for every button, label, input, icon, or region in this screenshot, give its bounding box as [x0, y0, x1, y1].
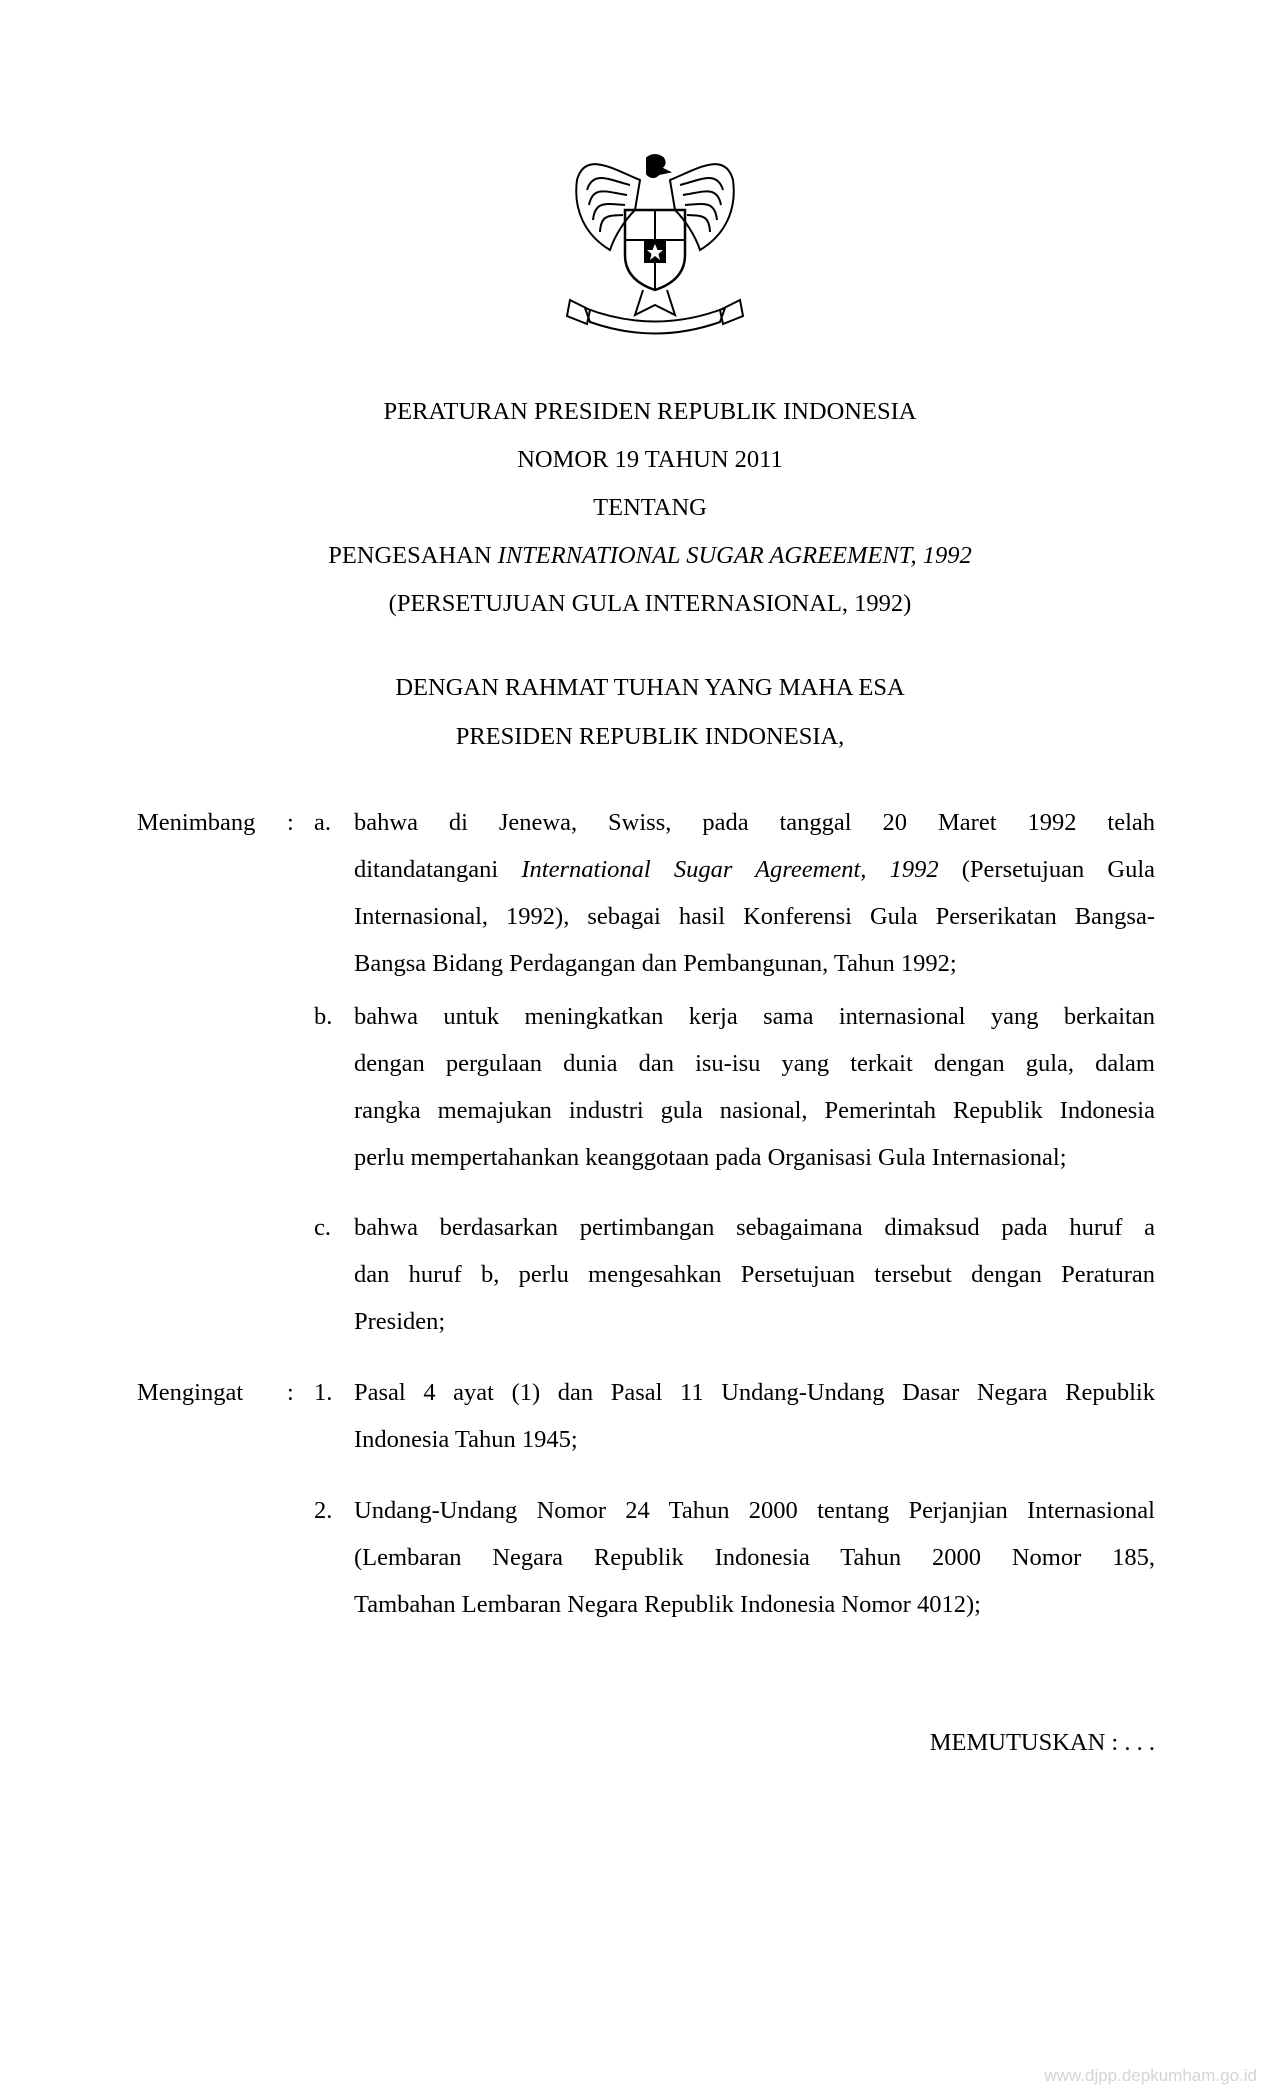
garuda-pancasila-emblem-icon [555, 140, 755, 340]
regulation-subject [0, 541, 1275, 571]
menimbang-marker-b: b. [314, 1003, 333, 1030]
text-line: ditandatangani International Sugar Agreement, 1992 (Persetujuan Gula [354, 856, 1155, 883]
menimbang-label: Menimbang [137, 809, 256, 836]
menimbang-marker-c: c. [314, 1214, 331, 1241]
regulation-subject-translation: (PERSETUJUAN GULA INTERNASIONAL, 1992) [388, 590, 912, 617]
text-line: Bangsa Bidang Perdagangan dan Pembangunan, Tahun 1992; [354, 950, 957, 977]
regulation-about: TENTANG [593, 494, 707, 521]
text-line: perlu mempertahankan keanggotaan pada Organisasi Gula Internasional; [354, 1144, 1067, 1171]
regulation-title: PERATURAN PRESIDEN REPUBLIK INDONESIA [383, 398, 917, 425]
text-line: dengan pergulaan dunia dan isu-isu yang terkait dengan gula, dalam [354, 1050, 1155, 1077]
regulation-number: NOMOR 19 TAHUN 2011 [517, 446, 783, 473]
text-line: dan huruf b, perlu mengesahkan Persetujuan tersebut dengan Peraturan [354, 1261, 1155, 1288]
text-line: bahwa untuk meningkatkan kerja sama internasional yang berkaitan [354, 1003, 1155, 1030]
mengingat-colon: : [287, 1379, 294, 1406]
mengingat-marker-2: 2. [314, 1497, 333, 1524]
mengingat-marker-1: 1. [314, 1379, 333, 1406]
continuation-marker: MEMUTUSKAN : . . . [929, 1729, 1155, 1756]
text-line: Presiden; [354, 1308, 446, 1335]
menimbang-item-a [354, 799, 1155, 987]
text-line: Internasional, 1992), sebagai hasil Konferensi Gula Perserikatan Bangsa- [354, 903, 1155, 930]
preamble-invocation: DENGAN RAHMAT TUHAN YANG MAHA ESA [395, 674, 905, 701]
text-line: Indonesia Tahun 1945; [354, 1426, 578, 1453]
subject-italic: INTERNATIONAL SUGAR AGREEMENT, 1992 [497, 542, 972, 569]
text-line: Undang-Undang Nomor 24 Tahun 2000 tentang Perjanjian Internasional [354, 1497, 1155, 1524]
text-line: Pasal 4 ayat (1) dan Pasal 11 Undang-Undang Dasar Negara Republik [354, 1379, 1155, 1406]
menimbang-item-c [354, 1204, 1155, 1345]
text-line: (Lembaran Negara Republik Indonesia Tahun 2000 Nomor 185, [354, 1544, 1155, 1571]
watermark-url: www.djpp.depkumham.go.id [1044, 2066, 1257, 2085]
text-line: Tambahan Lembaran Negara Republik Indonesia Nomor 4012); [354, 1591, 981, 1618]
mengingat-item-2 [354, 1487, 1155, 1628]
menimbang-colon: : [287, 809, 294, 836]
subject-prefix: PENGESAHAN [328, 542, 498, 569]
italic-term: International Sugar Agreement, 1992 [521, 856, 939, 883]
menimbang-item-b [354, 993, 1155, 1181]
text-line: bahwa berdasarkan pertimbangan sebagaimana dimaksud pada huruf a [354, 1214, 1155, 1241]
preamble-issuer: PRESIDEN REPUBLIK INDONESIA, [455, 723, 845, 750]
text-line: bahwa di Jenewa, Swiss, pada tanggal 20 Maret 1992 telah [354, 809, 1155, 836]
mengingat-label: Mengingat [137, 1379, 244, 1406]
mengingat-item-1 [354, 1369, 1155, 1463]
menimbang-marker-a: a. [314, 809, 331, 836]
text-line: rangka memajukan industri gula nasional, Pemerintah Republik Indonesia [354, 1097, 1155, 1124]
